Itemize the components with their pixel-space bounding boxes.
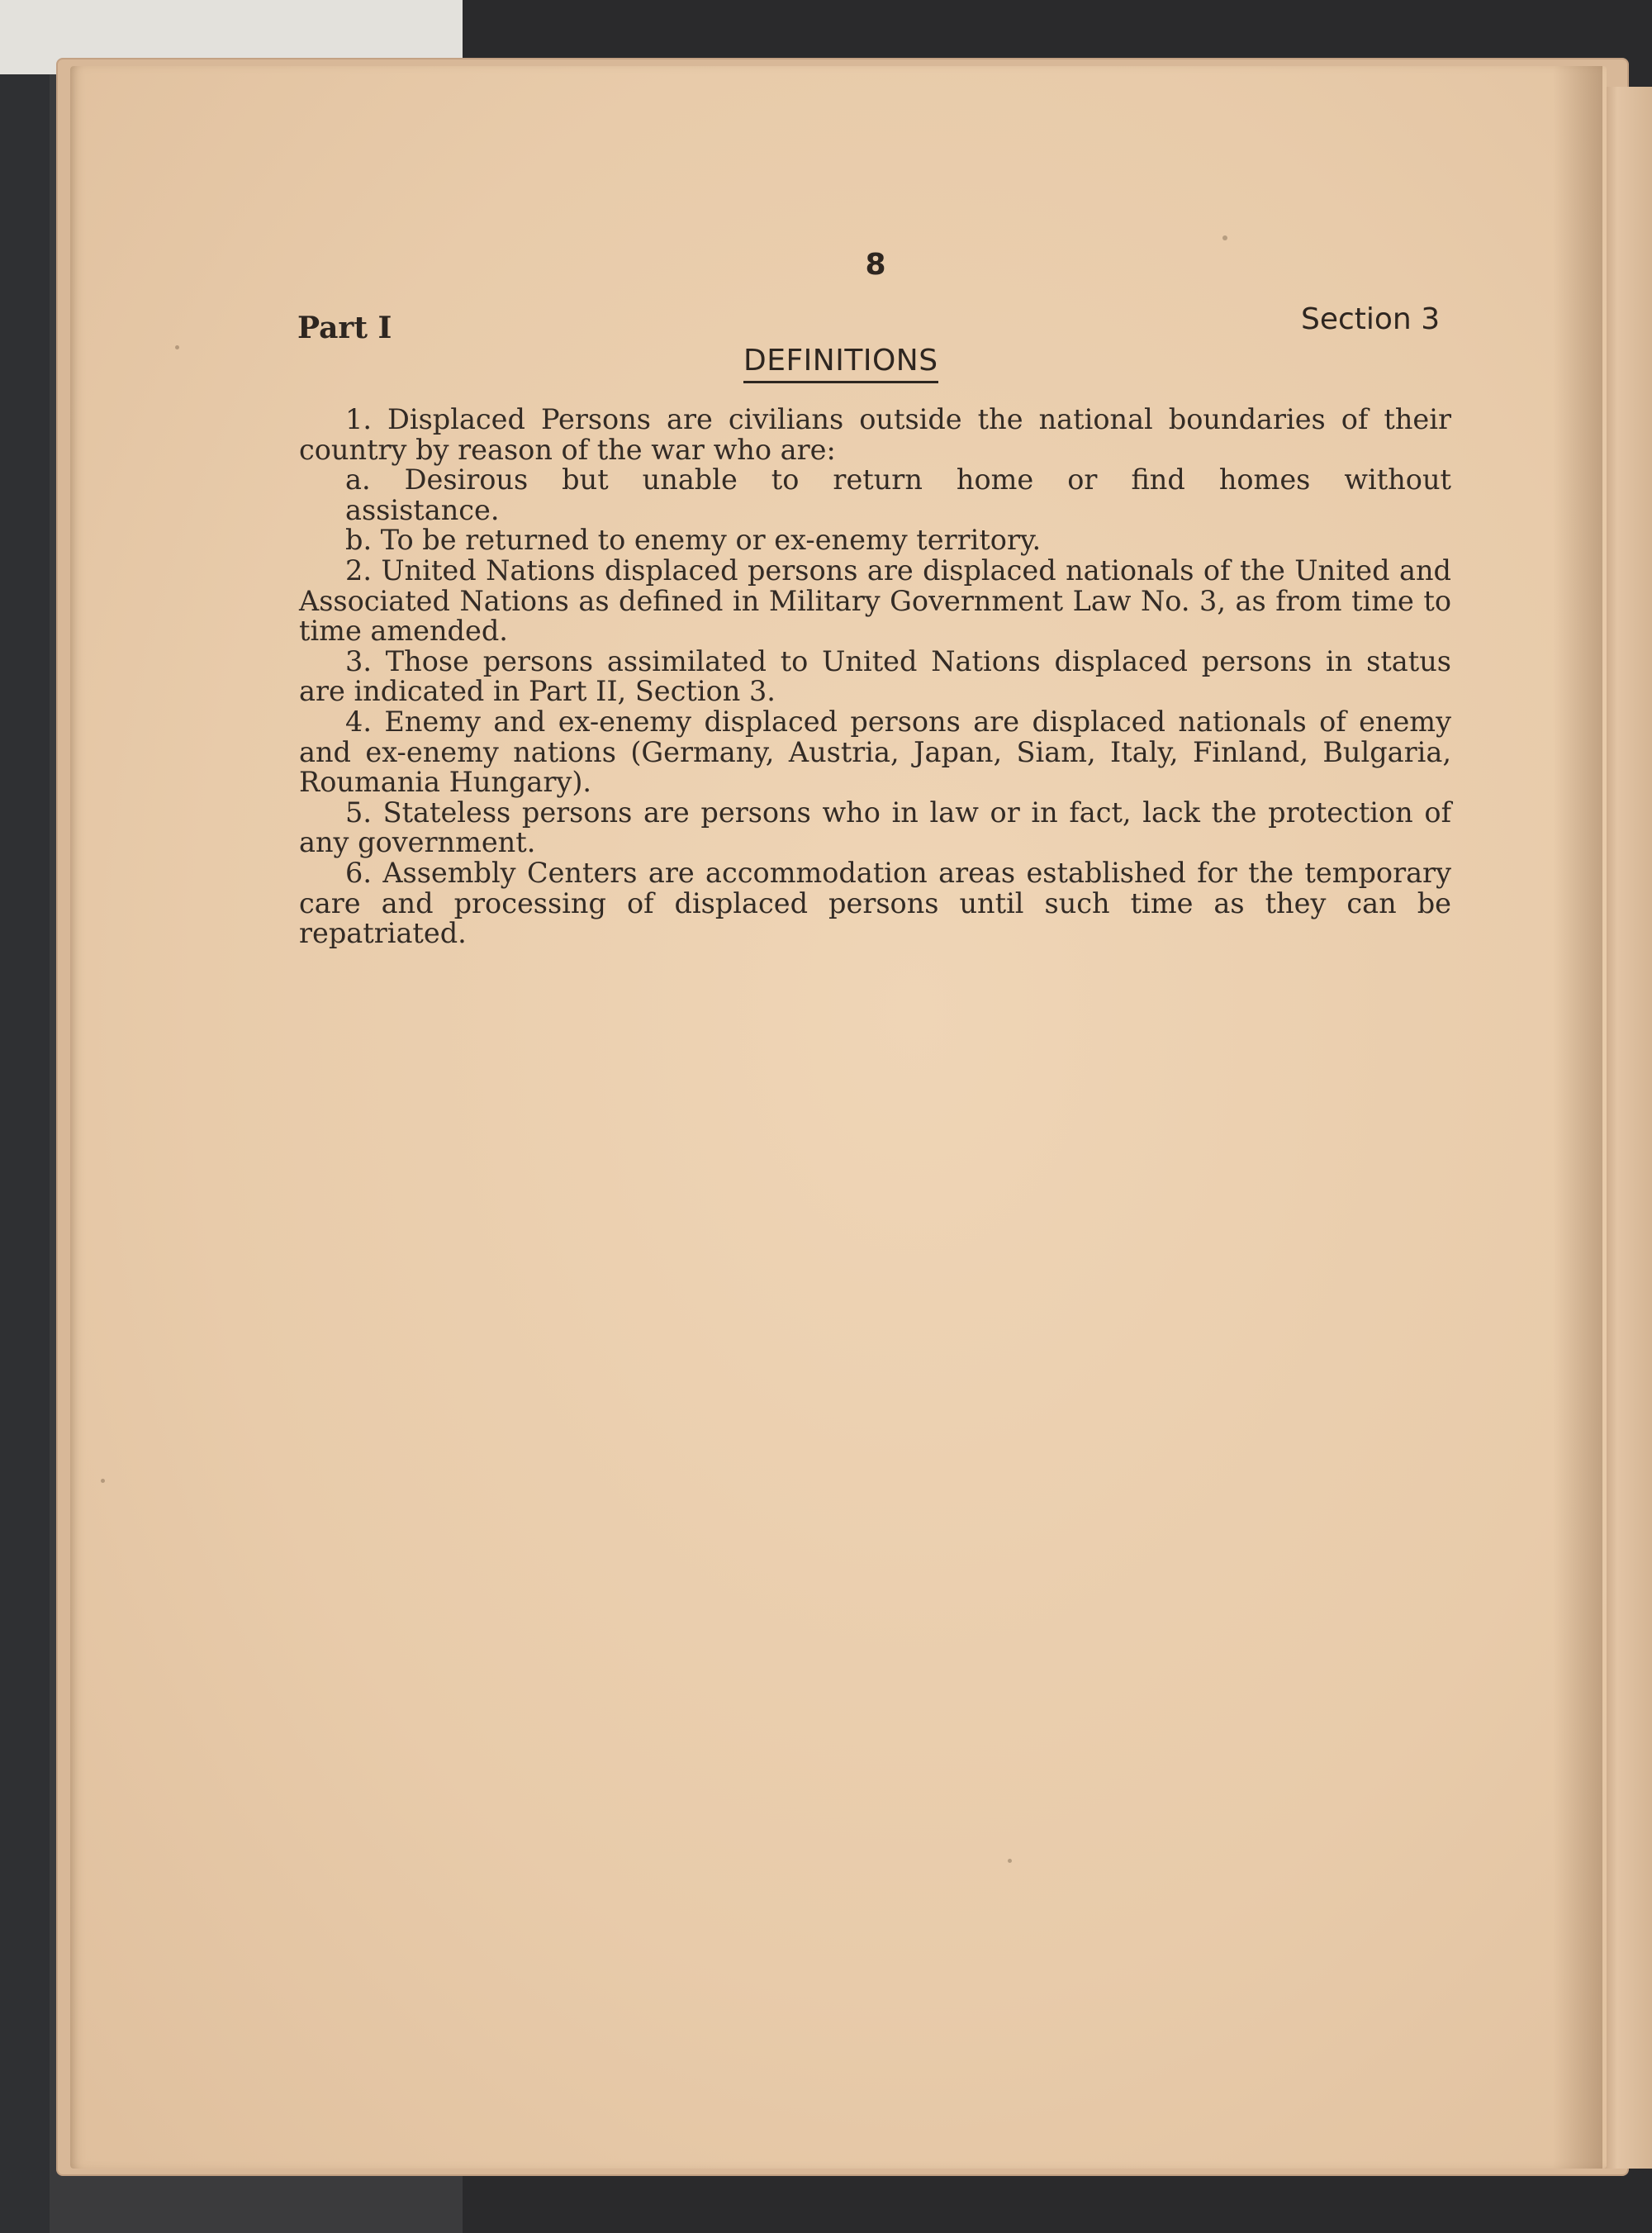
page-number: 8 (865, 248, 886, 282)
definition-6: 6. Assembly Centers are accommodation areas established for the temporary care and processing of displaced persons until such time as they can be repatriated. (299, 856, 1451, 950)
definition-1a: a. Desirous but unable to return home or find homes without (345, 463, 1451, 496)
paper-speck (1008, 1859, 1012, 1863)
definition-5: 5. Stateless persons are persons who in law or in fact, lack the protection of any government. (299, 796, 1451, 859)
definition-1b: b. To be returned to enemy or ex-enemy territory. (345, 524, 1042, 557)
page-heading: DEFINITIONS (743, 344, 938, 383)
scanner-background-bottom (463, 2164, 1652, 2233)
definition-2: 2. United Nations displaced persons are displaced nationals of the United and Associated Nations as defined in Military Government Law No. 3, as from time to time amended. (299, 553, 1451, 648)
definition-4: 4. Enemy and ex-enemy displaced persons are displaced nationals of enemy and ex-enemy nations (Germany, Austria, Japan, Siam, Italy, Finland, Bulgaria, Roumania Hungary). (299, 705, 1451, 799)
paper-speck (1222, 235, 1227, 240)
scanner-background-left (0, 0, 50, 2233)
gutter-shadow (1553, 66, 1602, 2169)
definition-1: 1. Displaced Persons are civilians outside the national boundaries of their country by reason of the war who are: (299, 403, 1451, 466)
section-label: Section 3 (1301, 302, 1441, 336)
paper-speck (101, 1479, 105, 1483)
part-label: Part I (297, 311, 392, 345)
definitions-body (299, 405, 1451, 949)
paper-speck (175, 345, 179, 349)
definition-3: 3. Those persons assimilated to United Nations displaced persons in status are indicated in Part II, Section 3. (299, 644, 1451, 708)
definition-1a-continued: assistance. (345, 493, 500, 526)
